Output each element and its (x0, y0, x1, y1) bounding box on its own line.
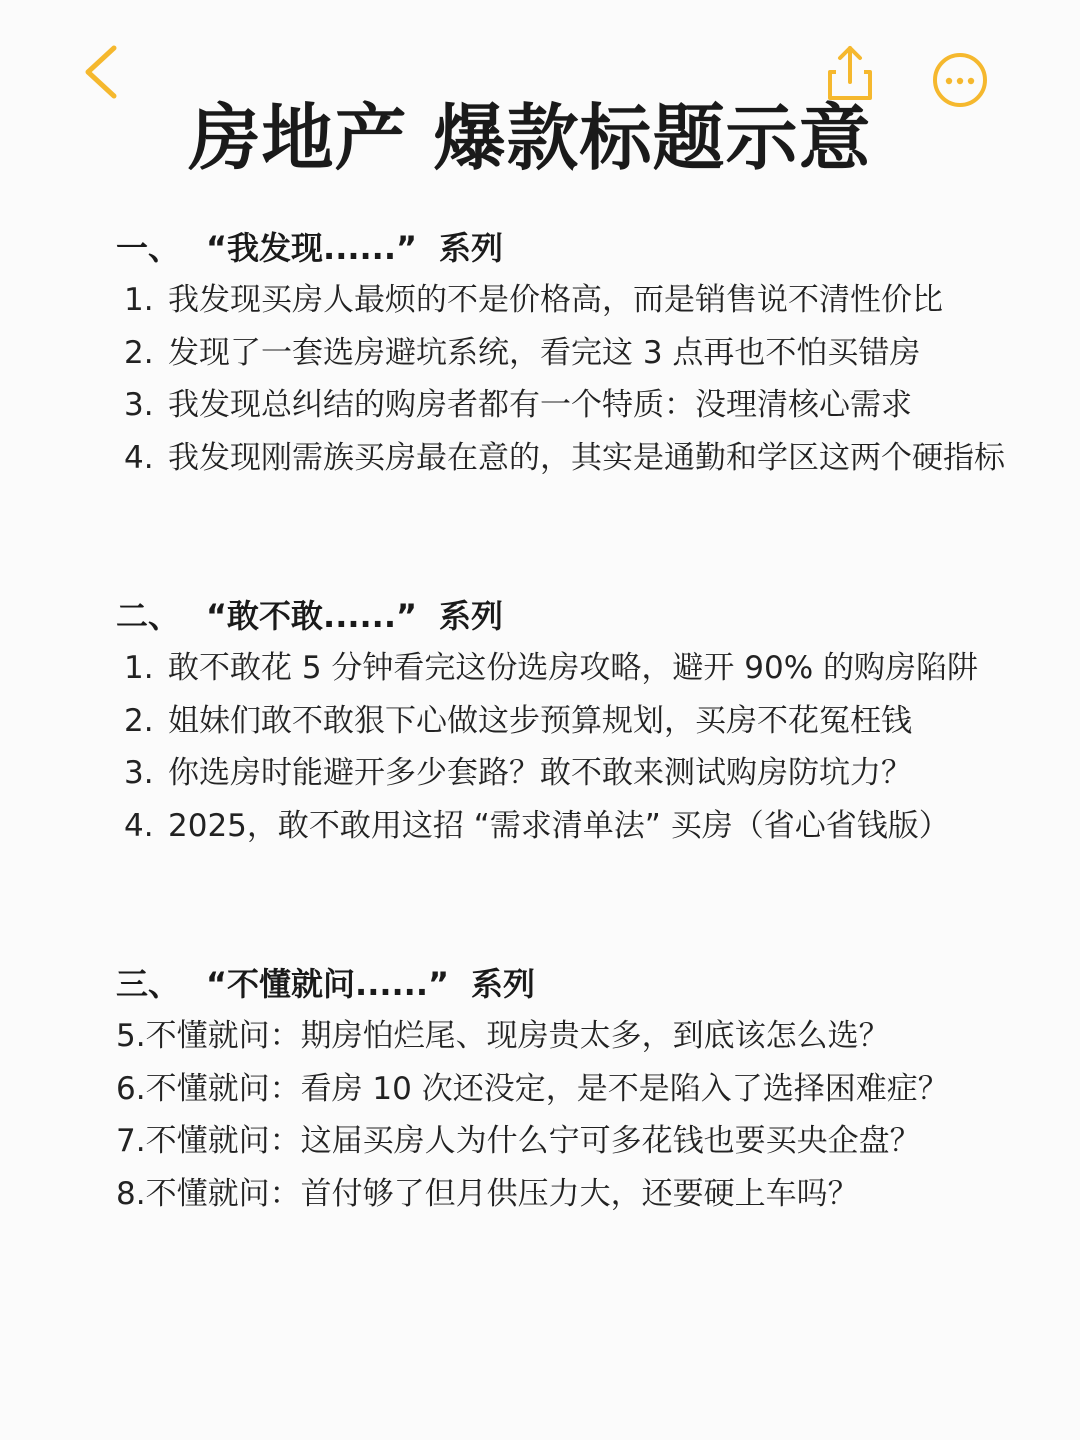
title-list (116, 1010, 1016, 1220)
section-wo-faxian (116, 222, 1016, 484)
item-number: 2. (124, 702, 154, 739)
page-title: 房地产 爆款标题示意 (188, 96, 872, 180)
section-suffix: 系列 (439, 229, 504, 267)
item-text: 姐妹们敢不敢狠下心做这步预算规划，买房不花冤枉钱 (168, 702, 912, 739)
title-list (116, 642, 1016, 852)
item-text: 我发现买房人最烦的不是价格高，而是销售说不清性价比 (168, 282, 943, 318)
item-number: 4. (124, 439, 154, 476)
list-item (116, 800, 1016, 853)
section-prefix: 一、 (116, 229, 181, 267)
item-text: 我发现总纠结的购房者都有一个特质：没理清核心需求 (168, 387, 912, 423)
item-number: 3. (124, 755, 154, 791)
section-suffix: 系列 (471, 965, 536, 1003)
item-text: 我发现刚需族买房最在意的，其实是通勤和学区这两个硬指标 (168, 439, 1005, 476)
item-number: 4. (124, 807, 154, 844)
section-heading (116, 590, 1016, 642)
section-suffix: 系列 (439, 597, 504, 635)
item-text: 发现了一套选房避坑系统，看完这 3 点再也不怕买错房 (168, 334, 921, 371)
title-list (116, 274, 1016, 484)
section-heading (116, 222, 1016, 274)
list-item (116, 642, 1016, 695)
list-item (116, 379, 1016, 432)
item-number: 1. (124, 282, 154, 318)
list-item: 7.不懂就问：这届买房人为什么宁可多花钱也要买央企盘？ (116, 1123, 921, 1159)
list-item (116, 327, 1016, 380)
item-number: 3. (124, 387, 154, 423)
section-quote: “不懂就问......” (206, 965, 450, 1003)
item-number: 2. (124, 334, 154, 371)
section-heading (116, 958, 1016, 1010)
list-item (116, 747, 1016, 800)
section-quote: “我发现......” (206, 229, 418, 267)
section-prefix: 三、 (116, 965, 181, 1003)
list-item: 6.不懂就问：看房 10 次还没定，是不是陷入了选择困难症？ (116, 1070, 949, 1107)
item-text: 你选房时能避开多少套路？敢不敢来测试购房防坑力？ (168, 755, 912, 791)
item-text: 敢不敢花 5 分钟看完这份选房攻略，避开 90% 的购房陷阱 (168, 650, 979, 686)
list-item: 8.不懂就问：首付够了但月供压力大，还要硬上车吗？ (116, 1175, 859, 1212)
section-quote: “敢不敢......” (206, 597, 418, 635)
list-item (116, 274, 1016, 327)
section-gan-bu-gan (116, 590, 1016, 852)
section-prefix: 二、 (116, 597, 181, 635)
item-text: 2025，敢不敢用这招 “需求清单法” 买房（省心省钱版） (168, 807, 950, 844)
list-item (116, 695, 1016, 748)
item-number: 1. (124, 650, 154, 686)
list-item: 5.不懂就问：期房怕烂尾、现房贵太多，到底该怎么选？ (116, 1018, 890, 1054)
section-bu-dong-jiu-wen (116, 958, 1016, 1220)
list-item (116, 432, 1016, 485)
